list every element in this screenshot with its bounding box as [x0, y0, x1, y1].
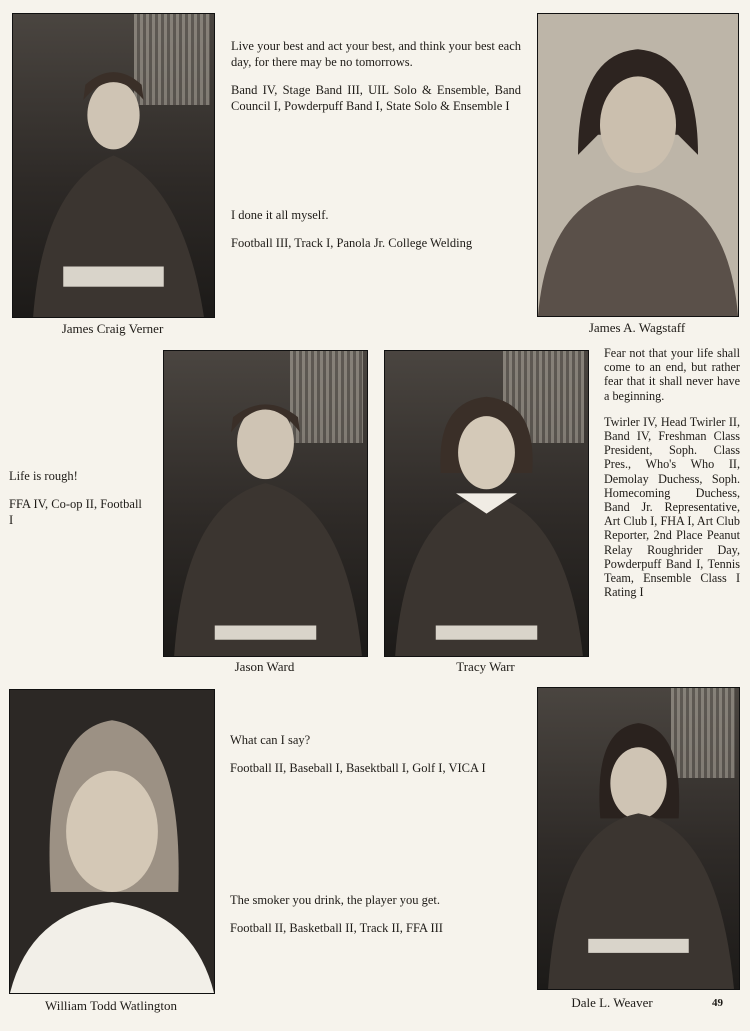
weaver-quote: The smoker you drink, the player you get. [230, 893, 441, 907]
page-number: 49 [712, 997, 723, 1009]
wagstaff-activities: Football III, Track I, Panola Jr. College Welding [231, 236, 473, 250]
portrait-photo [9, 689, 215, 994]
weaver-text [230, 892, 520, 948]
ward-quote: Life is rough! [9, 469, 78, 483]
weaver-activities: Football II, Basketball II, Track II, FFA III [230, 921, 443, 935]
verner-quote: Live your best and act your best, and think your best each day, for there may be no tomorrows. [231, 39, 521, 69]
portrait-photo [537, 13, 739, 317]
verner-text [231, 38, 521, 126]
wagstaff-text [231, 207, 526, 263]
watlington-text [230, 732, 520, 788]
ward-name: Jason Ward [234, 659, 295, 674]
portrait-photo [537, 687, 740, 990]
verner-activities: Band IV, Stage Band III, UIL Solo & Ensemble, Band Council I, Powderpuff Band I, State Solo & Ensemble I [231, 83, 521, 113]
watlington-quote: What can I say? [230, 733, 311, 747]
wagstaff-name: James A. Wagstaff [588, 320, 686, 335]
wagstaff-quote: I done it all myself. [231, 208, 329, 222]
watlington-activities: Football II, Baseball I, Basektball I, Golf I, VICA I [230, 761, 486, 775]
portrait-photo [12, 13, 215, 318]
watlington-name: William Todd Watlington [44, 998, 178, 1013]
warr-activities: Twirler IV, Head Twirler II, Band IV, Freshman Class President, Soph. Class Pres., Who's Who II, Demolay Duchess, Soph. Homecoming Duchess, Band Jr. Representative, Art Club I, FHA I, Art Club Reporter, 2nd Place Peanut Relay Roughrider Day, Powderpuff Band I, Tennis Team, Ensemble Class I Rating I [604, 414, 740, 600]
warr-text [604, 346, 740, 611]
portrait-photo [384, 350, 589, 657]
warr-name: Tracy Warr [456, 659, 515, 674]
warr-quote: Fear not that your life shall come to an end, but rather fear that it shall never have a beginning. [604, 346, 740, 403]
portrait-photo [163, 350, 368, 657]
ward-text [9, 468, 149, 540]
ward-activities: FFA IV, Co-op II, Football I [9, 497, 142, 527]
verner-name: James Craig Verner [61, 321, 164, 336]
weaver-name: Dale L. Weaver [571, 995, 653, 1010]
